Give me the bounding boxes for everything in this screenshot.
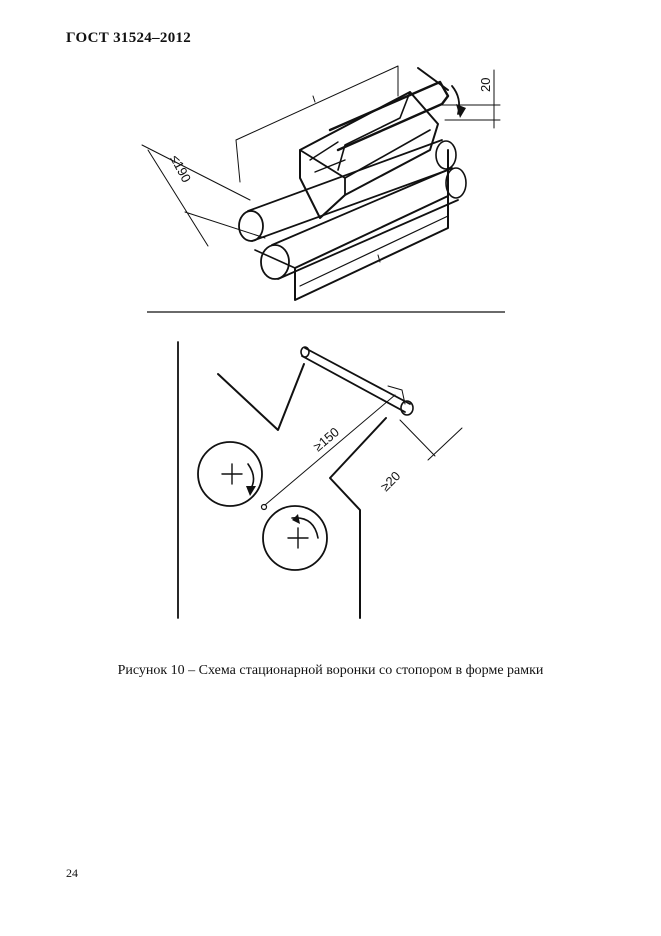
document-header: ГОСТ 31524–2012 — [66, 30, 192, 46]
funnel-isometric-drawing — [142, 66, 500, 300]
length-dimension-label: ≤190 — [167, 152, 195, 185]
funnel-plan-drawing — [178, 342, 462, 618]
height-dimension-label: 20 — [478, 77, 493, 92]
width-dimension-label: ≥20 — [377, 468, 404, 495]
distance-dimension-label: ≥150 — [310, 424, 343, 455]
page-number: 24 — [66, 866, 78, 880]
figure-caption: Рисунок 10 – Схема стационарной воронки со стопором в форме рамки — [117, 663, 544, 678]
